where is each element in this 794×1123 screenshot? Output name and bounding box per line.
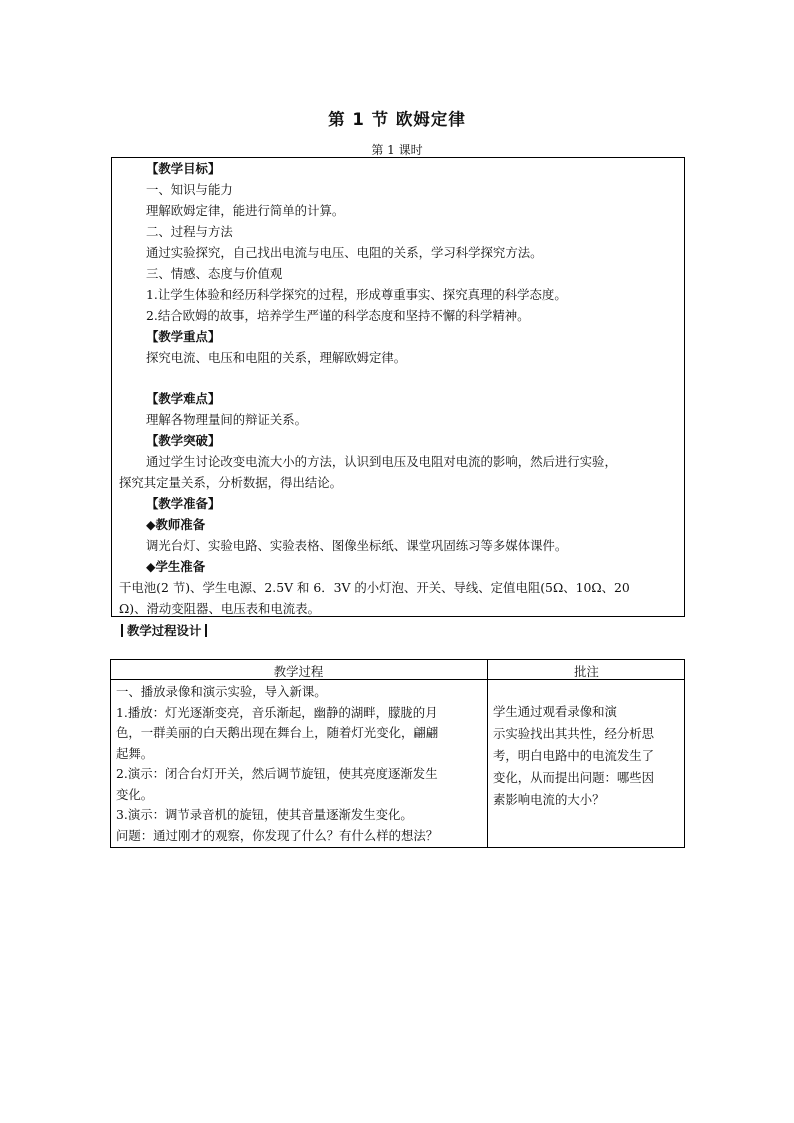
note-line: 示实验找出其共性，经分析思: [493, 726, 655, 741]
col-header-notes: 批注: [574, 664, 599, 679]
section-knowledge-text: 理解欧姆定律，能进行简单的计算。: [146, 203, 345, 218]
section-knowledge-title: 一、知识与能力: [146, 182, 233, 197]
process-line: 3.演示：调节录音机的旋钮，使其音量逐渐发生变化。: [116, 807, 413, 822]
teacher-prep-label: ◆教师准备: [146, 517, 206, 532]
process-line: 变化。: [116, 787, 154, 802]
process-design-text: 教学过程设计: [127, 623, 202, 638]
section-values-item-1: 1.让学生体验和经历科学探究的过程，形成尊重事实、探究真理的科学态度。: [146, 287, 567, 302]
heading-key-points: 【教学重点】: [146, 329, 221, 344]
breakthrough-text-line-1: 通过学生讨论改变电流大小的方法，认识到电压及电阻对电流的影响，然后进行实验，: [146, 454, 617, 469]
process-line: 2.演示：闭合台灯开关，然后调节旋钮，使其亮度逐渐发生: [116, 766, 438, 781]
student-prep-text-line-2: Ω)、滑动变阻器、电压表和电流表。: [119, 601, 320, 616]
heading-breakthrough: 【教学突破】: [146, 433, 221, 448]
note-line: 变化，从而提出问题：哪些因: [493, 770, 655, 785]
section-values-item-2: 2.结合欧姆的故事，培养学生严谨的科学态度和坚持不懈的科学精神。: [146, 308, 530, 323]
heading-difficulties: 【教学难点】: [146, 391, 221, 406]
note-line: 素影响电流的大小？: [493, 792, 605, 807]
heading-objectives: 【教学目标】: [146, 161, 221, 176]
process-line: 起舞。: [116, 746, 154, 761]
note-line: 学生通过观看录像和演: [493, 704, 617, 719]
process-line: 色，一群美丽的白天鹅出现在舞台上，随着灯光变化，翩翩: [116, 725, 439, 740]
breakthrough-text-line-2: 探究其定量关系，分析数据，得出结论。: [119, 475, 343, 490]
section-process-title: 二、过程与方法: [146, 224, 233, 239]
process-design-label: [117, 621, 211, 639]
section-values-title: 三、情感、态度与价值观: [146, 266, 283, 281]
col-header-process: 教学过程: [273, 664, 324, 679]
teacher-prep-text: 调光台灯、实验电路、实验表格、图像坐标纸、课堂巩固练习等多媒体课件。: [146, 538, 568, 553]
note-line: 考，明白电路中的电流发生了: [493, 748, 655, 763]
page-title: 第 1 节 欧姆定律: [328, 110, 466, 129]
process-line: 1.播放：灯光逐渐变亮，音乐渐起，幽静的湖畔，朦胧的月: [116, 705, 438, 720]
process-line: 一、播放录像和演示实验，导入新课。: [116, 684, 327, 699]
heading-preparation: 【教学准备】: [146, 496, 221, 511]
section-process-text: 通过实验探究，自己找出电流与电压、电阻的关系，学习科学探究方法。: [146, 245, 543, 260]
student-prep-text-line-1: 干电池(2 节)、学生电源、2.5V 和 6．3V 的小灯泡、开关、导线、定值电阻(5Ω、10Ω、20: [119, 580, 630, 595]
table-column-divider: [487, 659, 488, 848]
key-points-text: 探究电流、电压和电阻的关系，理解欧姆定律。: [146, 350, 407, 365]
student-prep-label: ◆学生准备: [146, 559, 206, 574]
label-bar-left: [121, 624, 123, 637]
process-line: 问题：通过刚才的观察，你发现了什么？有什么样的想法？: [116, 828, 439, 843]
label-bar-right: [205, 624, 207, 637]
difficulties-text: 理解各物理量间的辩证关系。: [146, 412, 308, 427]
lesson-period: 第 1 课时: [371, 143, 423, 157]
